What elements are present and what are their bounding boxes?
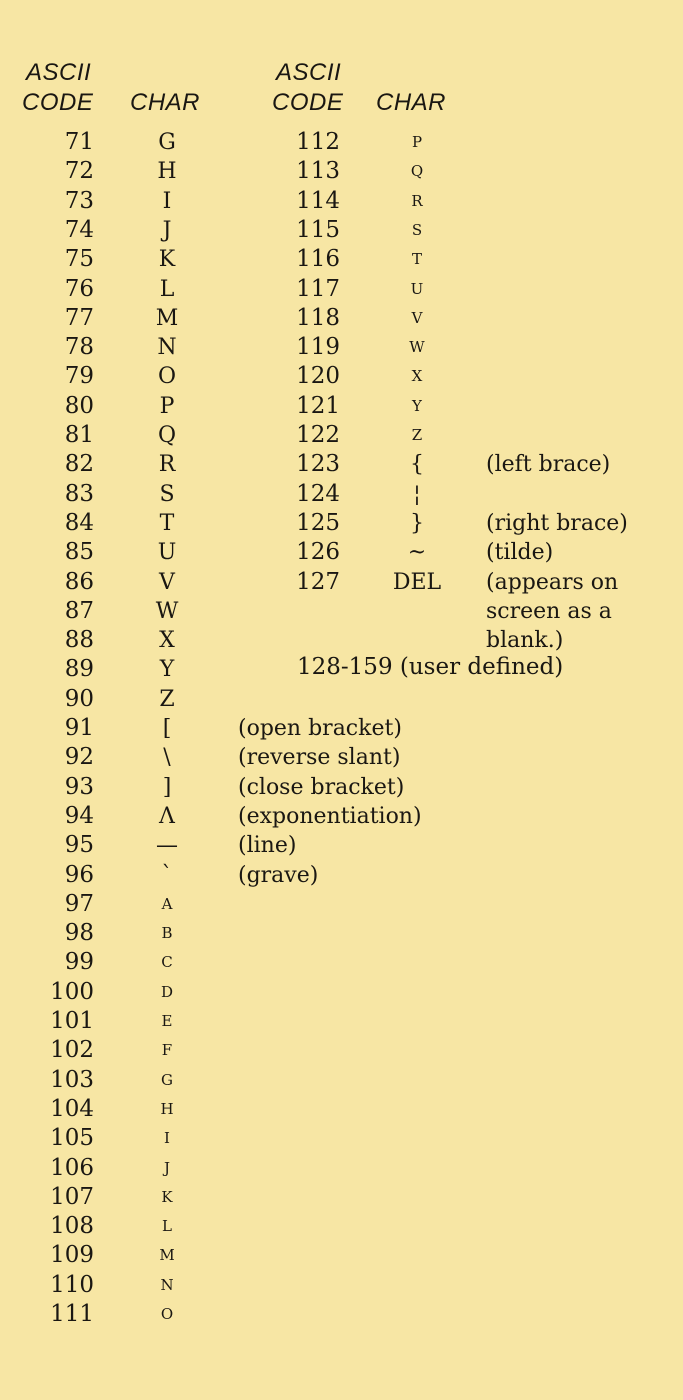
ascii-code: 79: [64, 363, 94, 390]
ascii-char: J: [163, 1158, 170, 1177]
ascii-char: Z: [159, 686, 175, 712]
ascii-char: D: [160, 982, 174, 1001]
table-row: [0, 1183, 683, 1212]
ascii-char: E: [161, 1012, 173, 1030]
table-row: [0, 831, 683, 860]
ascii-code: 99: [64, 949, 94, 976]
ascii-char: T: [411, 250, 422, 269]
ascii-code: 74: [64, 216, 94, 243]
ascii-code: 114: [296, 187, 340, 214]
ascii-code: 87: [64, 597, 94, 624]
char-note: (line): [238, 833, 297, 859]
ascii-char: [: [162, 716, 172, 741]
ascii-code: 82: [64, 451, 94, 478]
ascii-char: T: [159, 510, 175, 536]
table-row: [0, 304, 683, 333]
table-row: [0, 392, 683, 421]
table-row: [0, 861, 683, 890]
ascii-code: 98: [64, 920, 94, 947]
table-row: [0, 157, 683, 186]
ascii-code: 73: [64, 187, 94, 214]
table-row: [0, 948, 683, 977]
ascii-char: M: [155, 305, 179, 331]
ascii-code: 120: [296, 363, 340, 390]
ascii-code: 108: [50, 1213, 94, 1240]
char-note: (exponentiation): [238, 803, 422, 829]
ascii-char: DEL: [392, 569, 442, 595]
ascii-code: 111: [50, 1301, 94, 1327]
ascii-code: 90: [64, 685, 94, 712]
ascii-code: 92: [64, 744, 94, 771]
ascii-code: 107: [50, 1183, 94, 1210]
table-row: [0, 1036, 683, 1065]
ascii-code: 77: [64, 304, 94, 331]
ascii-char: Z: [411, 426, 423, 444]
ascii-code: 72: [64, 158, 94, 185]
ascii-char: Λ: [159, 803, 175, 829]
ascii-char: G: [158, 130, 176, 155]
ascii-code: 101: [50, 1008, 94, 1034]
left-char-header: CHAR: [130, 89, 201, 116]
ascii-code: 80: [64, 392, 94, 419]
ascii-char: S: [411, 220, 423, 239]
ascii-char: ¦: [413, 481, 421, 507]
ascii-code: 113: [296, 158, 340, 185]
table-row: [0, 1007, 683, 1036]
ascii-code: 125: [296, 509, 340, 536]
ascii-char: \: [163, 745, 171, 771]
ascii-char: F: [161, 1041, 173, 1060]
table-row: [0, 245, 683, 274]
ascii-char: X: [159, 628, 175, 654]
ascii-char: —: [156, 833, 178, 859]
ascii-code: 119: [296, 334, 340, 361]
table-row: [0, 187, 683, 216]
ascii-char: Q: [410, 162, 424, 181]
ascii-code: 126: [296, 539, 340, 566]
char-note: (close bracket): [238, 774, 405, 800]
ascii-char: P: [411, 133, 423, 151]
ascii-char: B: [161, 924, 173, 943]
ascii-code: 96: [64, 861, 94, 888]
ascii-char: V: [159, 569, 175, 595]
table-row: [0, 802, 683, 831]
ascii-code: 106: [50, 1154, 94, 1181]
ascii-char: W: [409, 338, 425, 357]
table-row: [0, 538, 683, 567]
table-row: [0, 480, 683, 509]
ascii-char: K: [158, 247, 176, 273]
table-row: [0, 421, 683, 450]
ascii-char: U: [157, 540, 177, 566]
table-row: [0, 1271, 683, 1300]
ascii-char: N: [157, 335, 177, 361]
ascii-char: L: [162, 1217, 172, 1236]
ascii-code: 103: [50, 1066, 94, 1093]
ascii-char: I: [162, 188, 172, 214]
ascii-char: }: [410, 510, 424, 536]
table-row: [0, 333, 683, 362]
ascii-code: 123: [296, 451, 340, 478]
ascii-char: X: [411, 367, 423, 386]
user-defined-range: 128-159 (user defined): [297, 654, 564, 680]
ascii-code: 83: [64, 480, 94, 507]
table-row: [0, 890, 683, 919]
table-row: [0, 919, 683, 948]
ascii-code: 109: [50, 1242, 94, 1269]
table-row: [0, 216, 683, 245]
ascii-char: U: [410, 279, 424, 298]
ascii-char: H: [160, 1099, 174, 1118]
ascii-code: 95: [64, 832, 94, 859]
ascii-code: 118: [296, 304, 340, 331]
ascii-char: {: [410, 452, 424, 478]
ascii-char: S: [159, 481, 175, 507]
left-code-header: ASCII CODE: [22, 59, 94, 116]
table-row: [0, 714, 683, 743]
table-row: [0, 128, 683, 157]
ascii-char: Y: [412, 396, 422, 415]
ascii-code: 78: [64, 334, 94, 361]
ascii-char: V: [411, 308, 423, 327]
ascii-char: C: [161, 953, 173, 972]
ascii-char: R: [158, 452, 176, 478]
ascii-code: 121: [296, 392, 340, 419]
ascii-code: 110: [50, 1271, 94, 1298]
ascii-char: W: [155, 598, 179, 624]
ascii-code: 105: [50, 1125, 94, 1152]
table-row: [0, 978, 683, 1007]
ascii-code: 116: [296, 246, 340, 273]
ascii-char: N: [160, 1275, 174, 1294]
ascii-char: H: [157, 159, 177, 185]
ascii-code: 102: [50, 1037, 94, 1064]
ascii-code: 97: [64, 890, 94, 917]
table-row: [0, 450, 683, 479]
ascii-char: R: [411, 191, 423, 210]
ascii-char: O: [157, 364, 177, 390]
ascii-char: Q: [157, 423, 177, 448]
ascii-code: 117: [296, 275, 340, 302]
ascii-code: 112: [296, 129, 340, 155]
ascii-char: L: [159, 276, 175, 302]
char-note: (right brace): [486, 510, 628, 536]
ascii-code: 84: [64, 509, 94, 536]
ascii-code: 104: [50, 1095, 94, 1122]
ascii-code: 124: [296, 480, 340, 507]
ascii-char: `: [161, 862, 173, 888]
table-row: [0, 685, 683, 714]
ascii-char: M: [159, 1246, 175, 1265]
ascii-char: K: [161, 1187, 173, 1206]
ascii-code: 93: [64, 773, 94, 800]
table-row: [0, 509, 683, 538]
ascii-char: P: [159, 393, 175, 419]
ascii-char: ~: [407, 540, 427, 566]
ascii-code: 89: [64, 656, 94, 683]
char-note: (appears on screen as a blank.): [486, 569, 619, 653]
table-row: [0, 1095, 683, 1124]
ascii-char: Y: [159, 657, 175, 683]
ascii-code: 81: [64, 422, 94, 448]
table-row: [0, 1212, 683, 1241]
table-row: [0, 773, 683, 802]
ascii-char: ]: [162, 774, 172, 800]
table-row: [0, 743, 683, 772]
char-note: (left brace): [486, 452, 611, 478]
ascii-code: 76: [64, 275, 94, 302]
ascii-code: 88: [64, 627, 94, 654]
ascii-char: G: [161, 1070, 173, 1089]
ascii-char: I: [164, 1129, 170, 1148]
table-row: [0, 1154, 683, 1183]
table-row: [0, 1300, 683, 1329]
ascii-code: 127: [296, 568, 340, 595]
table-row: [0, 362, 683, 391]
ascii-code: 91: [64, 715, 94, 741]
ascii-code: 100: [50, 978, 94, 1005]
right-code-header: ASCII CODE: [272, 59, 344, 116]
char-note: (tilde): [486, 540, 554, 566]
char-note: (reverse slant): [238, 745, 401, 771]
table-row: [0, 275, 683, 304]
ascii-code: 85: [64, 539, 94, 566]
ascii-code: 122: [296, 422, 340, 448]
ascii-code: 94: [64, 802, 94, 829]
right-char-header: CHAR: [376, 89, 447, 116]
ascii-code: 115: [296, 216, 340, 243]
ascii-code: 75: [64, 246, 94, 273]
table-row: [0, 1124, 683, 1153]
ascii-char: O: [160, 1305, 174, 1323]
char-note: (open bracket): [238, 716, 402, 741]
ascii-code: 86: [64, 568, 94, 595]
ascii-char: A: [161, 894, 173, 913]
ascii-char: J: [162, 217, 172, 243]
char-note: (grave): [238, 862, 319, 888]
table-row: [0, 1241, 683, 1270]
table-row: [0, 1066, 683, 1095]
ascii-code: 71: [64, 129, 94, 155]
